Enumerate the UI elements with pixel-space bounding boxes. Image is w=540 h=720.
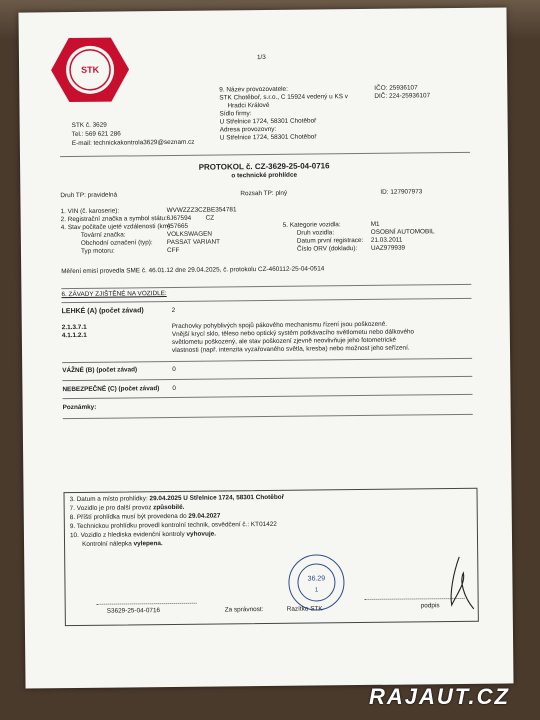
inspection-date-label: 3. Datum a místo prohlídky:	[69, 495, 150, 504]
druh-tp: Druh TP: pravidelná	[60, 191, 118, 200]
notes-label: Poznámky:	[62, 403, 97, 412]
ico: IČO: 25936107	[374, 84, 418, 92]
engine-label: Typ motoru:	[80, 247, 115, 255]
operator-line1: 9. Název provozovatele:	[219, 85, 288, 94]
document-page	[18, 7, 513, 688]
defect-text-2b: světlometu poškozený, ale stav poškození zjevně neovlivňuje jeho fotometrické	[171, 336, 397, 346]
rozsah-tp: Rozsah TP: plný	[240, 189, 288, 198]
stk-stamp	[288, 554, 345, 611]
defect-code-1: 2.1.3.7.1	[61, 323, 87, 332]
first-reg-label: Datum první registrace:	[296, 236, 364, 245]
stamp-number: 36.29	[307, 575, 326, 583]
first-reg-value: 21.03.2011	[370, 236, 403, 244]
km-label: 4. Stav počitače ujeté vzdálenosti (km):	[60, 222, 172, 232]
operator-line5: U Střelnice 1724, 58301 Chotěboř	[219, 117, 317, 126]
defect-text-2a: Vnější krycí sklo, těleso nebo optický systém potkávacího světlometu nebo dálkového	[171, 328, 415, 338]
emissions-note: Měření emisí provedla SME č. 46.01.12 dne 29.04.2025, č. protokolu CZ-460112-25-04-0514	[61, 265, 325, 276]
engine-value: CFF	[166, 246, 180, 255]
za-spravnost-label: Za správnost:	[224, 606, 264, 614]
operator-line4: Sídlo firmy:	[219, 110, 252, 118]
station-email: E-mail: technickakontrola3629@seznam.cz	[71, 138, 195, 148]
defect-code-2: 4.1.1.2.1	[61, 331, 87, 340]
vin-value: WVWZZZ3CZBE354781	[166, 206, 237, 215]
dangerous-defects-label: NEBEZPEČNÉ (C) (počet závad)	[62, 385, 160, 394]
light-defects-label: LEHKÉ (A) (počet závad)	[61, 307, 144, 316]
razitko-label: Razítko STK	[286, 605, 323, 613]
result-line-7	[70, 504, 185, 513]
defect-text-2c: vlastnosti (např. intenzita vyzařovaného světla, kresba) nebo možnost jeho seřízení.	[171, 344, 410, 354]
operator-line6: Adresa provozovny:	[219, 125, 277, 134]
orv-label: Číslo ORV (dokladu):	[296, 245, 358, 253]
dangerous-defects-count: 0	[172, 384, 177, 392]
category-value: M1	[370, 220, 380, 228]
dic: DIČ: 224-25936107	[374, 92, 431, 100]
divider	[62, 376, 472, 381]
sticker-value: vylepena.	[133, 540, 163, 548]
model-label: Obchodní označení (typ):	[80, 239, 153, 247]
brand-value: VOLKSWAGEN	[166, 230, 213, 239]
divider	[63, 394, 473, 399]
station-phone: Tel.: 569 621 286	[71, 130, 121, 139]
operator-line7: U Střelnice 1724, 58301 Chotěboř	[219, 133, 317, 142]
serious-defects-count: 0	[172, 365, 176, 373]
divider	[61, 284, 471, 289]
category-label: 5. Kategorie vozidla:	[282, 221, 341, 229]
next-inspection-value: 29.04.2027	[188, 512, 221, 520]
light-defects-count: 2	[171, 306, 176, 314]
operator-line3: Hradci Králové	[227, 101, 270, 110]
divider	[63, 414, 473, 419]
defect-text-1: Prachovky pohyblivých spojů pákového mechanismu řízení jsou poškozené.	[171, 320, 388, 330]
kind-label: Druh vozidla:	[296, 229, 335, 237]
brand-label: Tovární značka:	[80, 231, 126, 239]
protocol-title: PROTOKOL č. CZ-3629-25-04-0716	[198, 161, 330, 172]
stk-logo	[49, 33, 132, 106]
page-number: 1/3	[256, 53, 266, 62]
inspection-date-value: 29.04.2025 U Střelnice 1724, 58301 Chotěboř	[149, 493, 285, 503]
defects-heading: 6. ZÁVADY ZJIŠTĚNÉ NA VOZIDLE:	[61, 290, 167, 299]
operator-line2: STK Chotěboř, s.r.o., C 15924 vedený u KS v	[219, 93, 349, 102]
reg-state: CZ	[205, 214, 215, 222]
podpis-label: podpis	[420, 602, 440, 610]
result-line-10	[70, 531, 216, 541]
divider	[62, 298, 472, 303]
registry-check-value: vyhovuje.	[186, 530, 216, 538]
stamp-digit: 1	[314, 587, 319, 594]
vin-label: 1. VIN (č. karoserie):	[60, 207, 120, 216]
divider	[60, 152, 470, 157]
model-value: PASSAT VARIANT	[166, 238, 221, 247]
footer-protocol-code: S3629-25-04-0716	[106, 607, 161, 615]
protocol-subtitle: o technické prohlídce	[231, 171, 298, 180]
stk-number: STK č. 3629	[71, 121, 107, 130]
reg-label: 2. Registrační značka a symbol státu:	[60, 215, 167, 224]
result-line-8	[70, 512, 221, 522]
fitness-value: způsobilé.	[153, 503, 185, 512]
orv-value: UAZ979939	[370, 244, 406, 252]
fitness-label: 7. Vozidlo je pro další provoz	[69, 504, 154, 513]
km-value: 457665	[166, 222, 189, 231]
kind-value: OSOBNÍ AUTOMOBIL	[370, 228, 435, 236]
watermark: RAJAUT.CZ	[368, 684, 510, 709]
serious-defects-label: VÁŽNÉ (B) (počet závad)	[62, 366, 138, 375]
divider	[62, 358, 472, 363]
inspection-id: ID: 127907973	[380, 188, 423, 196]
registry-check-label: 10. Vozidlo z hlediska evidenční kontroly	[69, 530, 187, 540]
technician-line: 9. Technickou prohlídku provedl kontrolní technik, osvědčení č.: KT01422	[69, 520, 277, 531]
sticker-label: Kontrolní nálepka	[82, 540, 134, 548]
next-inspection-label: 8. Příští prohlídka musí být provedena do	[69, 512, 189, 522]
reg-value: 6J67594	[166, 214, 192, 223]
logo-text: STK	[81, 64, 100, 75]
result-line-sticker	[82, 540, 163, 549]
